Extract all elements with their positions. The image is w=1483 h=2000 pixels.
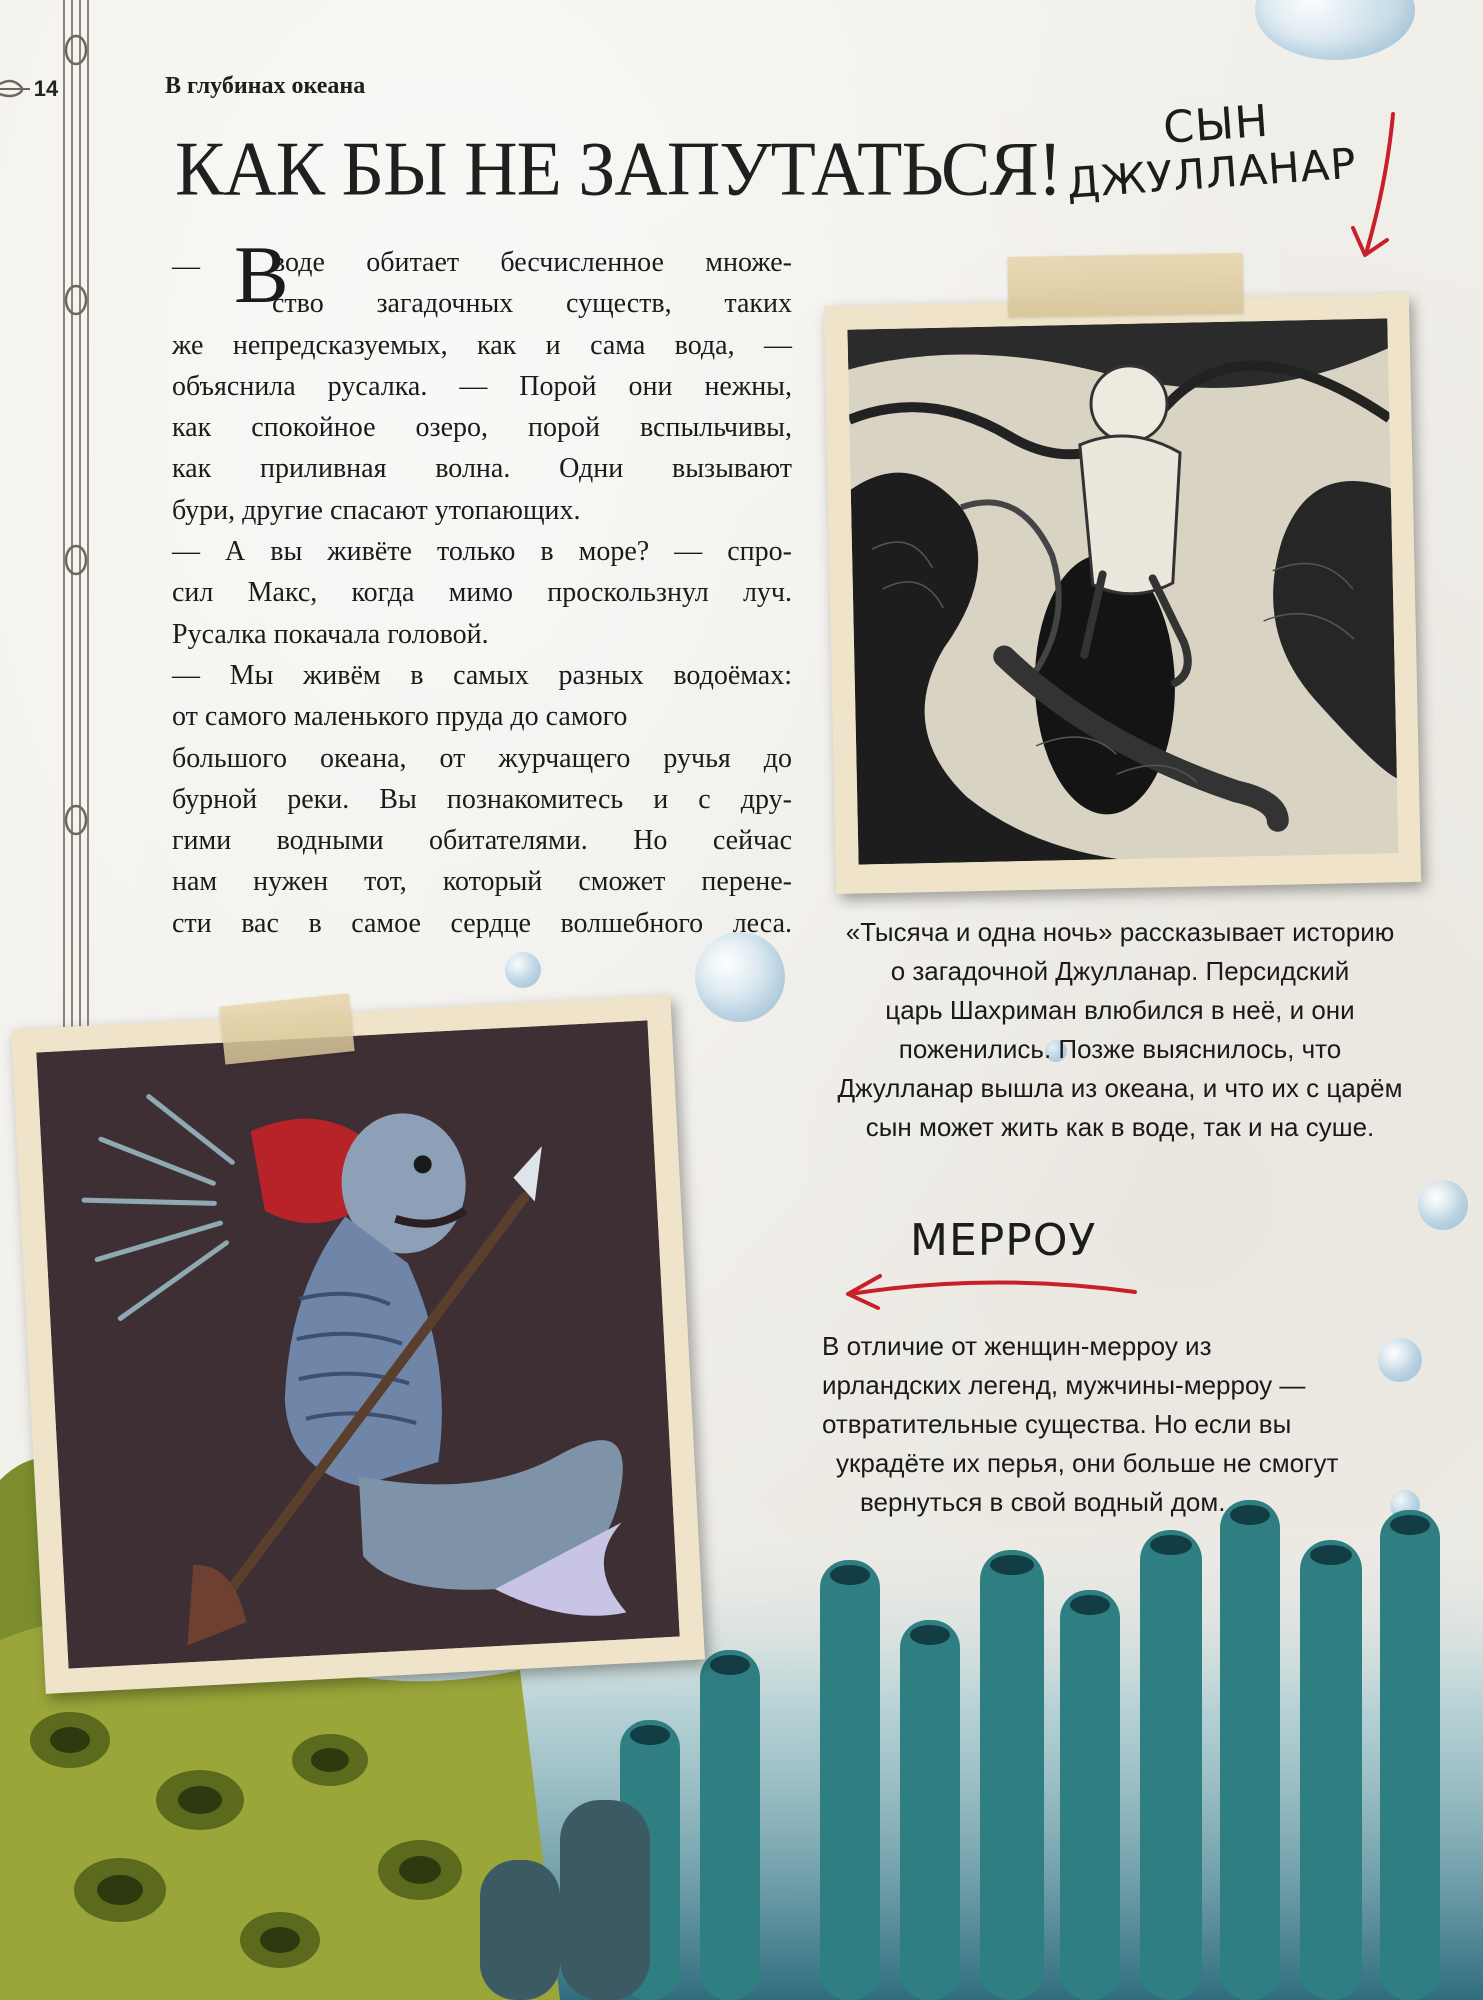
body-line: сти вас в самое сердце волшебного леса.	[172, 907, 792, 939]
julnar-label	[1062, 92, 1358, 208]
running-header: В глубинах океана	[165, 73, 366, 99]
body-line: бурной реки. Вы познакомитесь и с дру-	[172, 783, 792, 815]
bubble-decoration	[695, 932, 785, 1022]
body-line: как приливная волна. Одни вызывают	[172, 453, 792, 485]
caption-line: о загадочной Джулланар. Персидский	[890, 956, 1350, 986]
body-line: как спокойное озеро, порой вспыльчивы,	[172, 412, 792, 444]
merrow-illustration	[36, 1020, 679, 1668]
julnar-caption	[780, 913, 1460, 1147]
body-line: сил Макс, когда мимо проскользнул луч.	[172, 577, 792, 609]
body-line: гими водными обитателями. Но сейчас	[172, 825, 792, 857]
body-line: — Мы живём в самых разных водоёмах:	[172, 659, 792, 691]
caption-line: ирландских легенд, мужчины-мерроу —	[822, 1370, 1306, 1400]
julnar-label-line1: СЫН	[1161, 95, 1271, 154]
article-body	[172, 229, 792, 944]
body-line: же непредсказуемых, как и сама вода, —	[172, 329, 792, 361]
caption-line: В отличие от женщин-мерроу из	[822, 1331, 1212, 1361]
bubble-decoration	[1418, 1180, 1468, 1230]
first-paragraph-lines	[172, 229, 792, 325]
page-number: 14	[33, 76, 59, 101]
merrow-photo-frame	[11, 995, 705, 1694]
drop-cap: В	[234, 229, 289, 320]
caption-line: вернуться в свой водный дом.	[860, 1487, 1226, 1517]
rope-knot-icon	[0, 76, 30, 102]
julnar-illustration	[847, 318, 1398, 864]
body-line: бури, другие спасают утопающих.	[172, 494, 581, 526]
red-arrow-down-icon	[1345, 110, 1405, 265]
caption-line: сын может жить как в воде, так и на суше.	[865, 1112, 1375, 1142]
caption-line: «Тысяча и одна ночь» рассказывает историю	[845, 917, 1395, 947]
bubble-decoration	[505, 952, 541, 988]
red-arrow-left-icon	[840, 1262, 1140, 1312]
caption-line: поженились. Позже выяснилось, что	[898, 1034, 1342, 1064]
julnar-label-line2: ДЖУЛЛАНАР	[1065, 138, 1359, 208]
body-line: объяснила русалка. — Порой они нежны,	[172, 370, 792, 402]
article-title: КАК БЫ НЕ ЗАПУТАТЬСЯ!	[175, 126, 1062, 213]
body-line: Русалка покачала головой.	[172, 618, 489, 650]
julnar-photo-frame	[824, 294, 1421, 894]
body-line: воде обитает бесчисленное множе-	[272, 247, 792, 278]
bubble-decoration	[1378, 1338, 1422, 1382]
caption-line: Джулланар вышла из океана, и что их с царём	[837, 1073, 1403, 1103]
merrow-label: МЕРРОУ	[910, 1215, 1097, 1266]
body-line: — А вы живёте только в море? — спро-	[172, 536, 792, 568]
body-line: нам нужен тот, который сможет перене-	[172, 866, 792, 898]
caption-line: отвратительные существа. Но если вы	[822, 1409, 1292, 1439]
tape-strip	[1007, 253, 1243, 317]
caption-line: украдёте их перья, они больше не смогут	[836, 1448, 1339, 1478]
body-line: ство загадочных существ, таких	[272, 288, 792, 320]
body-line: большого океана, от журчащего ручья до	[172, 742, 792, 774]
body-line: от самого маленького пруда до самого	[172, 701, 628, 733]
dialogue-dash: —	[172, 251, 200, 282]
caption-line: царь Шахриман влюбился в неё, и они	[885, 995, 1355, 1025]
